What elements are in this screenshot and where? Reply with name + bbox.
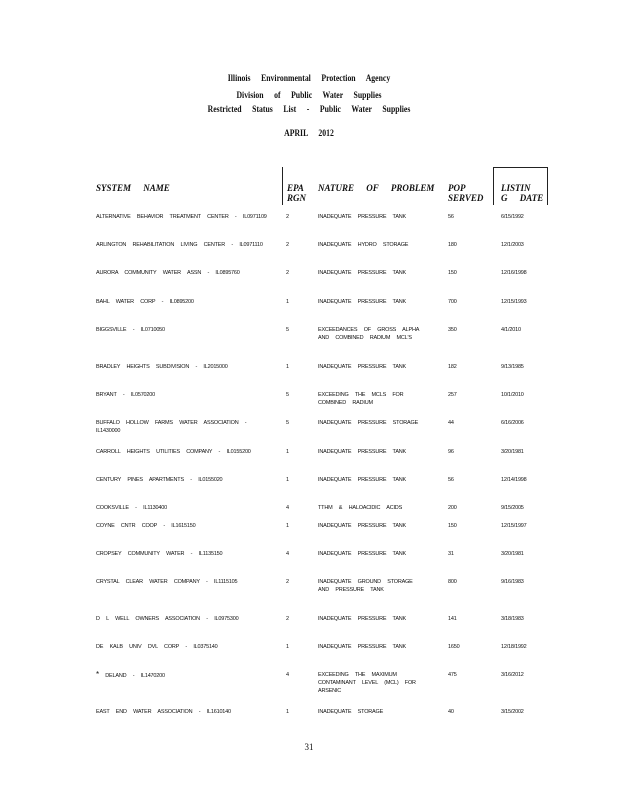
system-name: EAST END WATER ASSOCIATION - IL1610140 [96, 709, 231, 715]
epa-region: 1 [286, 299, 289, 305]
listing-date: 12/15/1993 [501, 299, 527, 305]
agency-title: Illinois Environmental Protection Agency [227, 73, 391, 83]
problem-nature: INADEQUATE PRESSURE TANK [318, 644, 407, 650]
pop-served: 182 [448, 364, 457, 370]
column-divider-right [547, 167, 548, 205]
epa-region: 4 [286, 505, 289, 511]
list-title: Restricted Status List - Public Water Supplies [207, 104, 411, 114]
pop-served: 31 [448, 551, 454, 557]
epa-region: 1 [286, 449, 289, 455]
epa-region: 1 [286, 364, 289, 370]
epa-region: 1 [286, 523, 289, 529]
epa-region: 1 [286, 709, 289, 715]
listing-date: 4/1/2010 [501, 327, 521, 333]
pop-served: 475 [448, 672, 457, 678]
system-name: CENTURY PINES APARTMENTS - IL0155020 [96, 477, 223, 483]
listing-date: 3/20/1981 [501, 551, 524, 557]
pop-served: 56 [448, 214, 454, 220]
pop-served: 257 [448, 392, 457, 398]
system-name: DE KALB UNIV DVL CORP - IL0375140 [96, 644, 218, 650]
problem-nature: INADEQUATE PRESSURE TANK [318, 364, 407, 370]
system-name: DELAND - IL1470200 [105, 673, 165, 679]
problem-nature: INADEQUATE PRESSURE TANK [318, 551, 407, 557]
pop-served: 44 [448, 420, 454, 426]
col-g-date-label: G DATE [501, 193, 544, 203]
pop-served: 150 [448, 523, 457, 529]
listing-date: 10/1/2010 [501, 392, 524, 398]
system-name: CARROLL HEIGHTS UTILITIES COMPANY - IL0155200 [96, 449, 251, 455]
division-title: Division of Public Water Supplies [236, 90, 382, 100]
listing-date: 12/1/2003 [501, 242, 524, 248]
listing-date: 3/20/1981 [501, 449, 524, 455]
col-served-label: SERVED [448, 193, 484, 203]
problem-nature: INADEQUATE PRESSURE TANK [318, 214, 407, 220]
system-name: BUFFALO HOLLOW FARMS WATER ASSOCIATION - IL1430000 [96, 420, 247, 434]
pop-served: 141 [448, 616, 457, 622]
epa-region: 1 [286, 477, 289, 483]
epa-region: 5 [286, 392, 289, 398]
col-system-name: SYSTEM NAME [96, 183, 170, 193]
report-date: APRIL 2012 [284, 128, 334, 138]
epa-region: 4 [286, 672, 289, 678]
epa-region: 4 [286, 551, 289, 557]
epa-region: 2 [286, 270, 289, 276]
problem-nature: INADEQUATE PRESSURE TANK [318, 270, 407, 276]
problem-nature: TTHM & HALOACIDIC ACIDS [318, 505, 403, 511]
pop-served: 1650 [448, 644, 460, 650]
listing-date: 6/16/2006 [501, 420, 524, 426]
problem-nature: INADEQUATE HYDRO STORAGE [318, 242, 409, 248]
system-name: COYNE CNTR COOP - IL1615150 [96, 523, 196, 529]
listing-date: 9/16/1983 [501, 579, 524, 585]
problem-nature: INADEQUATE GROUND STORAGE AND PRESSURE TANK [318, 579, 413, 593]
listing-date: 6/15/1992 [501, 214, 524, 220]
new-listing-marker: * [96, 670, 99, 679]
epa-region: 2 [286, 214, 289, 220]
system-name: CROPSEY COMMUNITY WATER - IL1135150 [96, 551, 223, 557]
listing-date: 3/18/1983 [501, 616, 524, 622]
column-divider-left [282, 167, 283, 205]
page-number: 31 [304, 742, 314, 752]
problem-nature: INADEQUATE PRESSURE TANK [318, 523, 407, 529]
col-epa-label: EPA [287, 183, 304, 193]
listing-date: 12/16/1998 [501, 270, 527, 276]
system-name: ALTERNATIVE BEHAVIOR TREATMENT CENTER - IL0971109 [96, 214, 267, 220]
system-name: BRYANT - IL0570200 [96, 392, 155, 398]
col-listing-date [501, 183, 543, 203]
epa-region: 2 [286, 616, 289, 622]
listing-date: 12/18/1992 [501, 644, 527, 650]
pop-served: 56 [448, 477, 454, 483]
col-listin-label: LISTIN [501, 183, 531, 193]
problem-nature: INADEQUATE PRESSURE TANK [318, 449, 407, 455]
listing-date: 3/16/2012 [501, 672, 524, 678]
epa-region: 2 [286, 579, 289, 585]
problem-nature: INADEQUATE PRESSURE STORAGE [318, 420, 419, 426]
problem-nature: EXCEEDING THE MCLS FOR COMBINED RADIUM [318, 392, 404, 406]
epa-region: 2 [286, 242, 289, 248]
pop-served: 40 [448, 709, 454, 715]
column-divider-middle [493, 167, 494, 205]
pop-served: 350 [448, 327, 457, 333]
epa-region: 5 [286, 420, 289, 426]
system-name: BRADLEY HEIGHTS SUBDIVISION - IL2015000 [96, 364, 228, 370]
listing-date: 12/14/1998 [501, 477, 527, 483]
col-epa-region [287, 183, 306, 203]
problem-nature: INADEQUATE PRESSURE TANK [318, 299, 407, 305]
listing-date: 3/15/2002 [501, 709, 524, 715]
pop-served: 800 [448, 579, 457, 585]
listing-date: 9/15/2005 [501, 505, 524, 511]
system-name: CRYSTAL CLEAR WATER COMPANY - IL1115105 [96, 579, 238, 585]
header-rule [493, 167, 547, 168]
epa-region: 1 [286, 644, 289, 650]
problem-nature: EXCEEDANCES OF GROSS ALPHA AND COMBINED RADIUM MCL'S [318, 327, 419, 341]
col-pop-label: POP [448, 183, 466, 193]
col-nature-of-problem: NATURE OF PROBLEM [318, 183, 435, 193]
pop-served: 150 [448, 270, 457, 276]
pop-served: 700 [448, 299, 457, 305]
pop-served: 200 [448, 505, 457, 511]
col-pop-served [448, 183, 483, 203]
col-rgn-label: RGN [287, 193, 307, 203]
pop-served: 180 [448, 242, 457, 248]
problem-nature: INADEQUATE PRESSURE TANK [318, 616, 407, 622]
listing-date: 9/13/1985 [501, 364, 524, 370]
system-name: ARLINGTON REHABILITATION LIVING CENTER - IL0971110 [96, 242, 263, 248]
system-name-with-marker [96, 671, 272, 680]
problem-nature: EXCEEDING THE MAXIMUM CONTAMINANT LEVEL (MCL) FOR ARSENIC [318, 672, 416, 694]
problem-nature: INADEQUATE PRESSURE TANK [318, 477, 407, 483]
system-name: AURORA COMMUNITY WATER ASSN - IL0895760 [96, 270, 240, 276]
system-name: BAHL WATER CORP - IL0895200 [96, 299, 194, 305]
epa-region: 5 [286, 327, 289, 333]
system-name: COOKSVILLE - IL1130400 [96, 505, 167, 511]
problem-nature: INADEQUATE STORAGE [318, 709, 384, 715]
system-name: BIGGSVILLE - IL0710050 [96, 327, 165, 333]
system-name: D L WELL OWNERS ASSOCIATION - IL0975300 [96, 616, 239, 622]
pop-served: 96 [448, 449, 454, 455]
listing-date: 12/15/1997 [501, 523, 527, 529]
